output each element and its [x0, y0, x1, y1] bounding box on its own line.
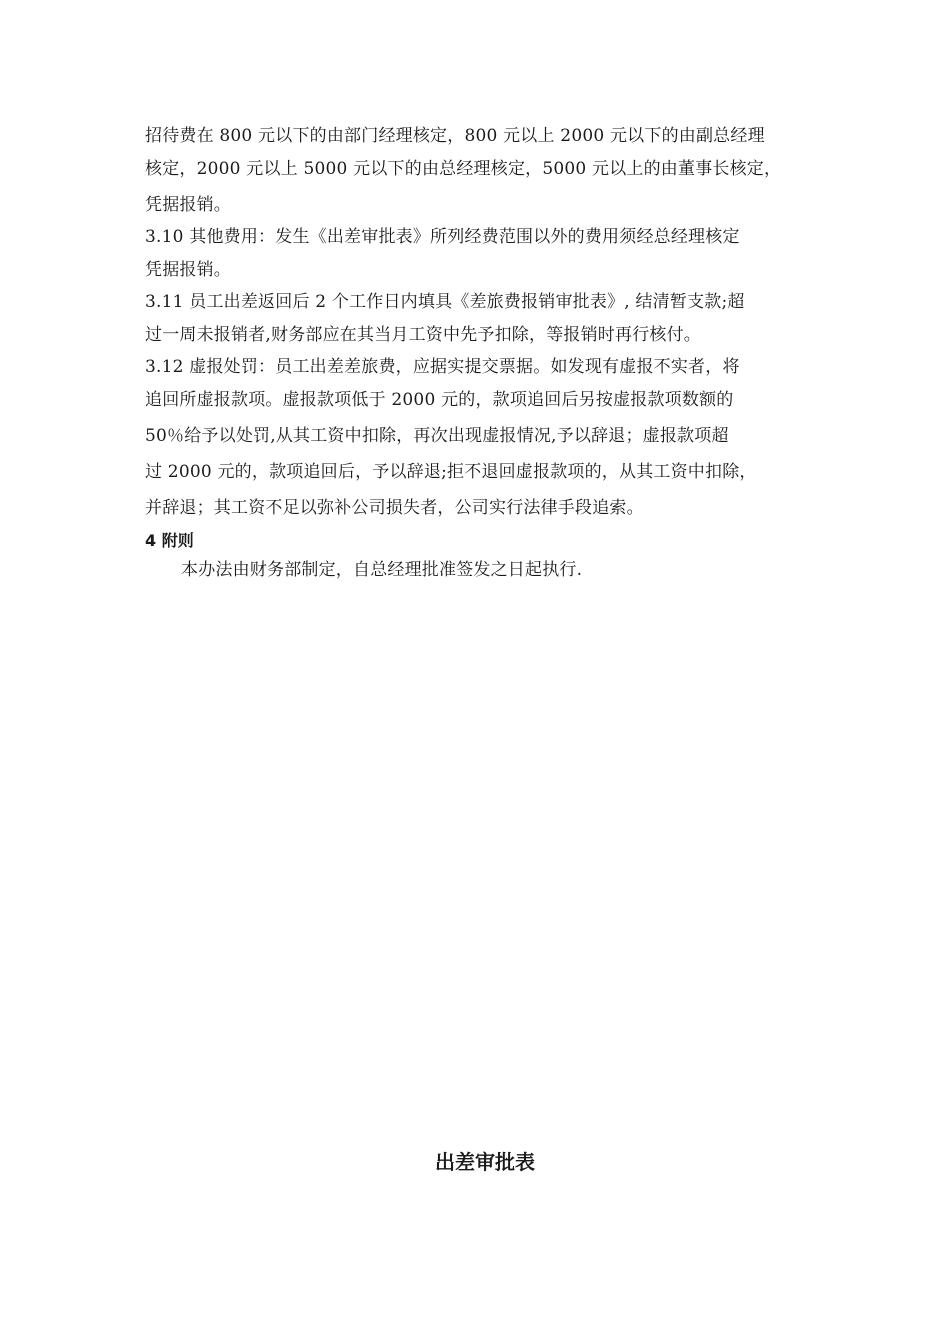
text-line: 3.10 其他费用：发生《出差审批表》所列经费范围以外的费用须经总经理核定 — [145, 227, 740, 247]
text-line: 核定，2000 元以上 5000 元以下的由总经理核定，5000 元以上的由董事长核定， — [145, 159, 782, 179]
text-line: 3.12 虚报处罚：员工出差差旅费，应据实提交票据。如发现有虚报不实者，将 — [145, 357, 740, 377]
text-line: 追回所虚报款项。虚报款项低于 2000 元的，款项追回后另按虚报款项数额的 — [145, 390, 734, 410]
text-line: 招待费在 800 元以下的由部门经理核定，800 元以上 2000 元以下的由副总经理 — [145, 126, 765, 146]
paragraph-3-11-reimbursement — [145, 288, 845, 353]
text-line: 50％给予以处罚,从其工资中扣除，再次出现虚报情况,予以辞退；虚报款项超 — [145, 426, 729, 446]
text-line: 过 2000 元的，款项追回后，予以辞退;拒不退回虚报款项的，从其工资中扣除， — [145, 462, 757, 482]
paragraph-entertainment-approval — [145, 122, 845, 223]
text-line: 并辞退；其工资不足以弥补公司损失者，公司实行法律手段追索。 — [145, 498, 644, 518]
text-line: 过一周未报销者,财务部应在其当月工资中先予扣除，等报销时再行核付。 — [145, 325, 702, 345]
text-line: 凭据报销。 — [145, 195, 231, 215]
text-line: 凭据报销。 — [145, 260, 231, 280]
form-title: 出差审批表 — [435, 1150, 535, 1174]
paragraph-3-12-false-claim-penalty — [145, 353, 845, 526]
paragraph-3-10-other-expenses — [145, 223, 845, 288]
text-line: 本办法由财务部制定，自总经理批准签发之日起执行. — [181, 560, 583, 580]
section-4-text — [145, 556, 845, 585]
text-line: 3.11 员工出差返回后 2 个工作日内填具《差旅费报销审批表》, 结清暂支款;超 — [145, 292, 745, 312]
document-body — [145, 122, 845, 585]
section-4-heading: 4 附则 — [145, 531, 194, 550]
